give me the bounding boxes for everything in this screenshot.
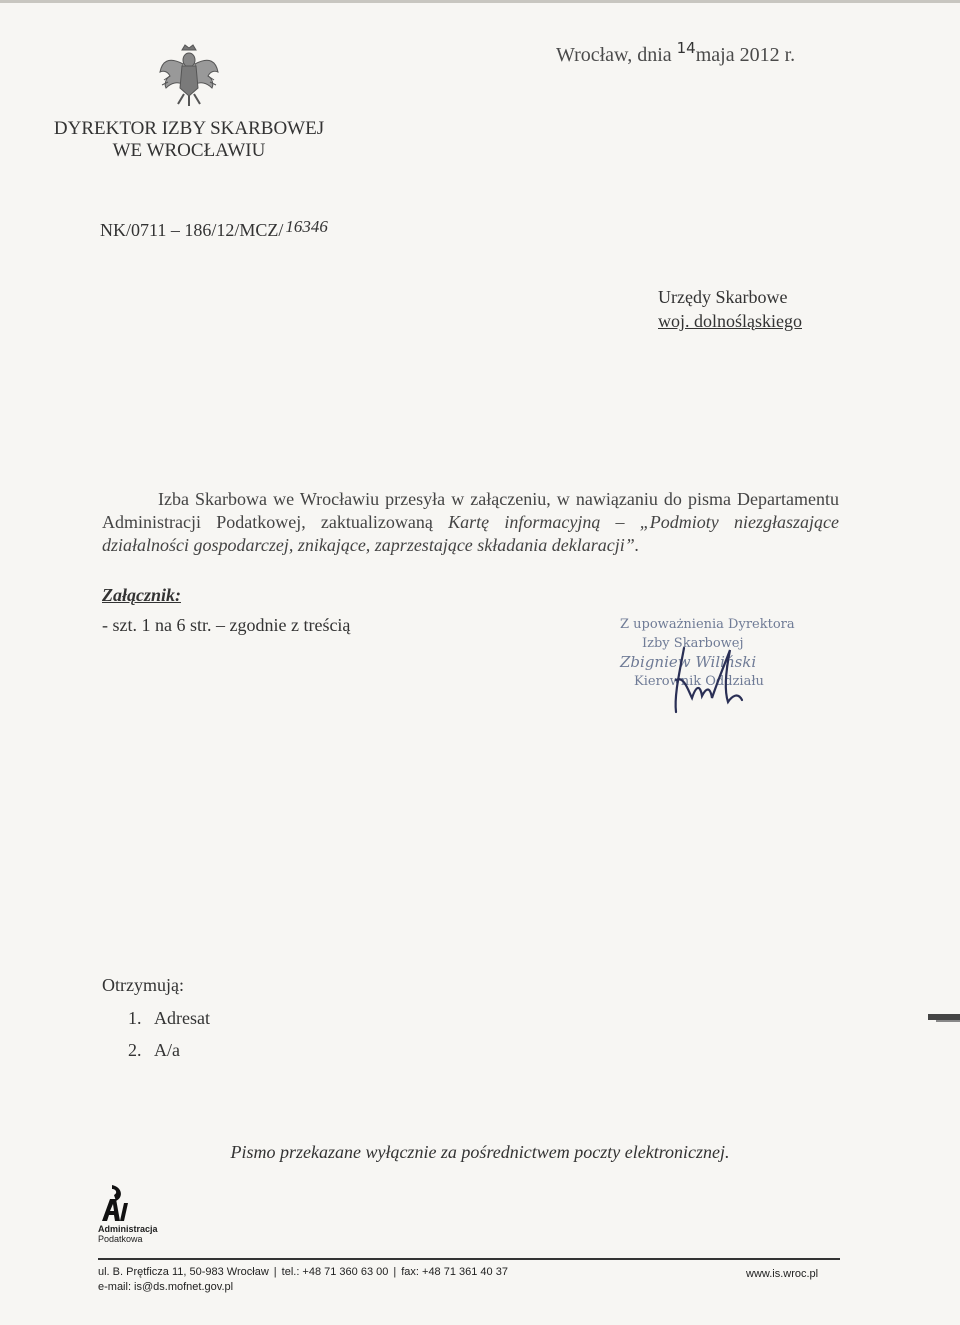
footer-divider: [98, 1258, 840, 1260]
receiver-item: [128, 1040, 180, 1061]
scan-edge-mark: [936, 1020, 960, 1022]
receiver-text: A/a: [154, 1040, 180, 1060]
date-handwritten-day: 14: [676, 39, 696, 57]
letter-body: [102, 488, 839, 557]
footer-contact-line: [98, 1266, 508, 1278]
footer-separator: |: [393, 1266, 397, 1278]
authority-line-1: DYREKTOR IZBY SKARBOWEJ: [53, 118, 325, 139]
recipient-line-1: Urzędy Skarbowe: [658, 287, 788, 307]
logo-caption-line-2: Podatkowa: [98, 1234, 143, 1244]
receiver-item: [128, 1008, 210, 1029]
date-suffix: maja 2012 r.: [695, 44, 796, 66]
recipient-block: [658, 285, 802, 333]
footer-website: www.is.wroc.pl: [746, 1268, 819, 1280]
footer-email: e-mail: is@ds.mofnet.gov.pl: [98, 1281, 234, 1293]
attachment-label: Załącznik:: [102, 585, 181, 605]
footer-fax: fax: +48 71 361 40 37: [401, 1266, 508, 1278]
stamp-line-1: Z upoważnienia Dyrektora: [620, 617, 795, 632]
date-prefix: Wrocław, dnia: [556, 44, 672, 66]
page-edge: [0, 0, 960, 3]
footer-tel: tel.: +48 71 360 63 00: [281, 1266, 389, 1278]
stamp-line-4: Kierownik Oddziału: [634, 674, 764, 689]
stamp-line-3: Zbigniew Wiliński: [620, 653, 757, 671]
receivers-label: Otrzymują:: [102, 975, 184, 995]
attachment-item: - szt. 1 na 6 str. – zgodnie z treścią: [102, 615, 351, 635]
receiver-number: 1.: [128, 1008, 142, 1028]
receiver-number: 2.: [128, 1040, 142, 1060]
date-line: [556, 39, 796, 67]
body-text-italic: Kartę informacyjną – „Podmioty niezgłaszające działalności gospodarczej, znikające, zaprzestające składania deklaracji”.: [102, 512, 839, 555]
footer-separator: |: [273, 1266, 277, 1278]
reference-printed: NK/0711 – 186/12/MCZ/: [100, 220, 284, 240]
logo-caption-line-1: Administracja: [98, 1224, 158, 1234]
stamp-line-2: Izby Skarbowej: [642, 636, 744, 651]
body-text-regular: Izba Skarbowa we Wrocławiu przesyła w załączeniu, w nawiązaniu do pisma Departamentu Administracji Podatkowej, zaktualizowaną: [102, 489, 839, 532]
logo-caption: [98, 1224, 158, 1244]
delivery-note: Pismo przekazane wyłącznie za pośrednictwem poczty elektronicznej.: [230, 1142, 730, 1162]
footer-address: ul. B. Prętficza 11, 50-983 Wrocław: [98, 1266, 269, 1278]
authority-line-2: WE WROCŁAWIU: [112, 140, 266, 161]
reference-number: [100, 217, 328, 241]
receiver-text: Adresat: [154, 1008, 210, 1028]
recipient-line-2: woj. dolnośląskiego: [658, 311, 802, 331]
tax-administration-logo-icon: [98, 1183, 134, 1223]
handwritten-signature: [662, 640, 762, 720]
issuing-authority: [44, 118, 334, 162]
reference-handwritten: 16346: [285, 217, 328, 236]
polish-eagle-emblem-icon: [158, 42, 220, 108]
